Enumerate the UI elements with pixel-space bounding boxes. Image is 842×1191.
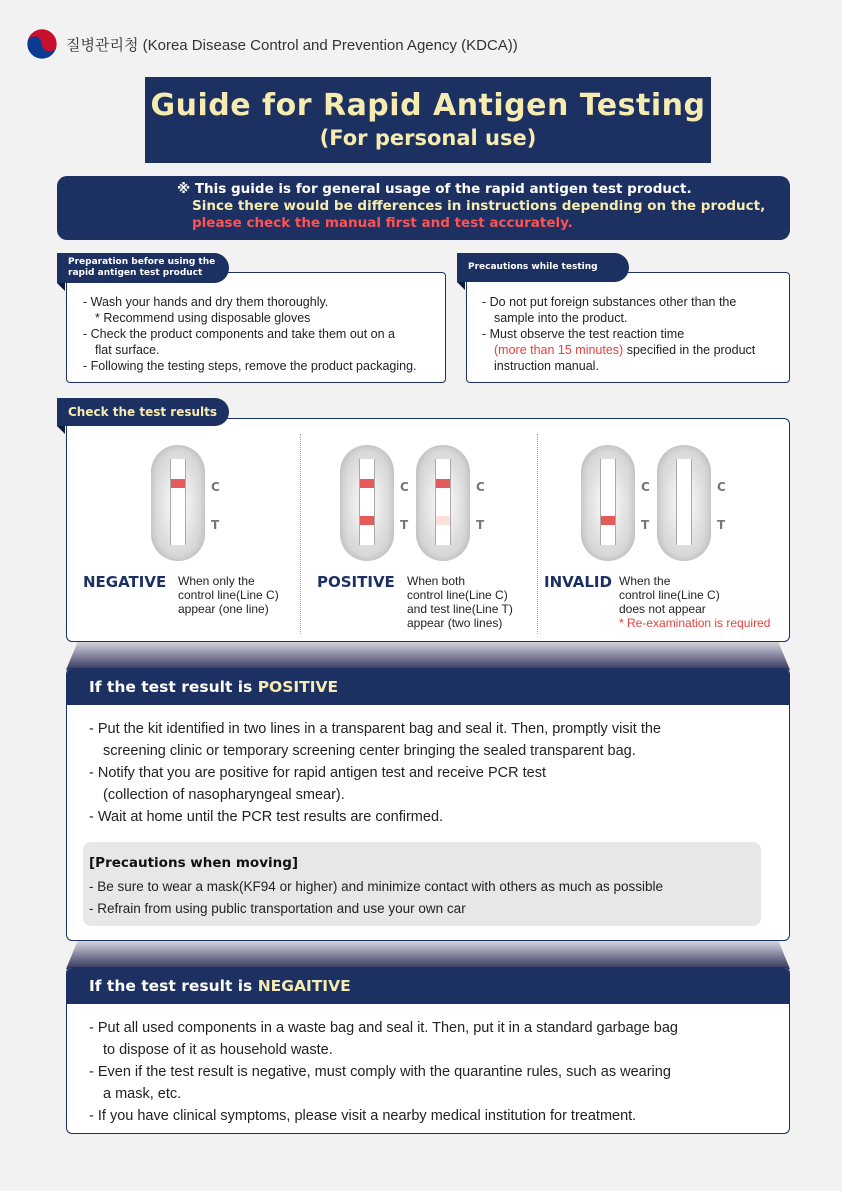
list-item: - Refrain from using public transportation and use your own car	[89, 901, 466, 916]
tab-label: Precautions while testing	[468, 262, 598, 272]
positive-description	[407, 574, 513, 630]
list-item: - Wait at home until the PCR test results are confirmed.	[89, 809, 444, 825]
desc-line: does not appear	[619, 602, 706, 616]
test-strip	[435, 459, 451, 545]
list-item: - Check the product components and take them out on a	[83, 327, 395, 341]
list-item-text: specified in the product	[623, 343, 756, 357]
negative-description	[178, 574, 279, 616]
precautions-box	[466, 272, 790, 383]
title-banner	[145, 77, 711, 163]
list-item: - Even if the test result is negative, must comply with the quarantine rules, such as wearing	[89, 1064, 671, 1080]
positive-body	[67, 705, 789, 926]
desc-line: and test line(Line T)	[407, 602, 513, 616]
list-item: - Put the kit identified in two lines in a transparent bag and seal it. Then, promptly visit the	[89, 721, 661, 737]
section-connector	[66, 642, 790, 670]
desc-line: When the	[619, 574, 671, 588]
test-kit-positive-strong	[340, 445, 394, 561]
control-line-band	[360, 479, 374, 488]
list-item: - Notify that you are positive for rapid antigen test and receive PCR test	[89, 765, 546, 781]
moving-precautions	[83, 842, 761, 926]
heading-text: If the test result is	[89, 977, 258, 995]
test-strip	[170, 459, 186, 545]
line-t-label: T	[641, 518, 650, 532]
list-item: - If you have clinical symptoms, please visit a nearby medical institution for treatment.	[89, 1108, 637, 1124]
divider	[537, 434, 538, 634]
test-strip	[600, 459, 616, 545]
tab-label: Preparation before using the	[68, 257, 216, 267]
list-item: - Following the testing steps, remove the product packaging.	[83, 359, 417, 373]
desc-line: control line(Line C)	[407, 588, 508, 602]
agency-name: 질병관리청 (Korea Disease Control and Prevention Agency (KDCA))	[66, 36, 518, 54]
positive-section	[66, 668, 790, 941]
line-t-label: T	[211, 518, 220, 532]
page-title: Guide for Rapid Antigen Testing	[150, 88, 706, 123]
list-item: - Put all used components in a waste bag and seal it. Then, put it in a standard garbage bag	[89, 1020, 678, 1036]
test-kit-positive-faint	[416, 445, 470, 561]
heading-highlight: POSITIVE	[257, 678, 339, 696]
results-box	[66, 418, 790, 642]
desc-line: appear (two lines)	[407, 616, 503, 630]
line-c-label: C	[400, 480, 409, 494]
desc-line: control line(Line C)	[619, 588, 720, 602]
line-t-label: T	[717, 518, 726, 532]
list-item-note: * Recommend using disposable gloves	[95, 311, 311, 325]
notice-line-2: Since there would be differences in instructions depending on the product,	[192, 198, 766, 214]
line-t-label: T	[476, 518, 485, 532]
preparation-tab	[57, 253, 229, 283]
positive-heading	[67, 669, 789, 705]
header	[26, 28, 518, 60]
tab-label: rapid antigen test product	[68, 268, 203, 278]
negative-label: NEGATIVE	[83, 573, 167, 591]
heading-text: If the test result is	[89, 678, 258, 696]
faint-test-line-band	[436, 516, 450, 525]
notice-line-1: ※ This guide is for general usage of the rapid antigen test product.	[177, 181, 692, 197]
list-item: - Do not put foreign substances other than the	[482, 295, 737, 309]
list-item: screening clinic or temporary screening center bringing the sealed transparent bag.	[103, 743, 636, 759]
list-item: instruction manual.	[494, 359, 599, 373]
test-line-band	[601, 516, 615, 525]
test-kit-invalid-blank	[657, 445, 711, 561]
control-line-band	[171, 479, 185, 488]
list-item: - Must observe the test reaction time	[482, 327, 685, 341]
test-kit-invalid-test-only	[581, 445, 635, 561]
divider	[300, 434, 301, 634]
list-item: - Be sure to wear a mask(KF94 or higher) and minimize contact with others as much as possible	[89, 879, 663, 894]
desc-line: control line(Line C)	[178, 588, 279, 602]
list-item: flat surface.	[95, 343, 160, 357]
notice-line-3: please check the manual first and test accurately.	[192, 215, 573, 231]
list-item: - Wash your hands and dry them thoroughly.	[83, 295, 329, 309]
test-kit-negative	[151, 445, 205, 561]
desc-line: appear (one line)	[178, 602, 269, 616]
control-line-band	[436, 479, 450, 488]
negative-body	[67, 1004, 789, 1127]
list-item: a mask, etc.	[103, 1086, 182, 1102]
desc-line: When only the	[178, 574, 255, 588]
desc-line: When both	[407, 574, 466, 588]
list-item: to dispose of it as household waste.	[103, 1042, 333, 1058]
line-c-label: C	[717, 480, 726, 494]
list-item: (collection of nasopharyngeal smear).	[103, 787, 345, 803]
tab-label: Check the test results	[68, 405, 218, 419]
positive-label: POSITIVE	[317, 573, 395, 591]
line-c-label: C	[641, 480, 650, 494]
invalid-description	[619, 574, 770, 630]
page-subtitle: (For personal use)	[319, 126, 537, 150]
notice-banner	[57, 176, 790, 240]
line-c-label: C	[211, 480, 220, 494]
invalid-label: INVALID	[544, 573, 612, 591]
reexamination-note: * Re-examination is required	[619, 616, 771, 630]
test-line-band	[360, 516, 374, 525]
preparation-box	[66, 272, 446, 383]
section-connector	[66, 941, 790, 969]
line-c-label: C	[476, 480, 485, 494]
negative-heading	[67, 968, 789, 1004]
reaction-time: (more than 15 minutes)	[494, 343, 624, 357]
list-item	[482, 342, 789, 358]
test-strip	[359, 459, 375, 545]
test-strip	[676, 459, 692, 545]
negative-section	[66, 967, 790, 1134]
line-t-label: T	[400, 518, 409, 532]
results-tab	[57, 398, 229, 426]
list-item: sample into the product.	[494, 311, 628, 325]
moving-precautions-title: [Precautions when moving]	[89, 855, 299, 871]
precautions-tab	[457, 253, 629, 282]
heading-highlight: NEGAITIVE	[257, 977, 351, 995]
kdca-logo-icon	[26, 28, 58, 60]
